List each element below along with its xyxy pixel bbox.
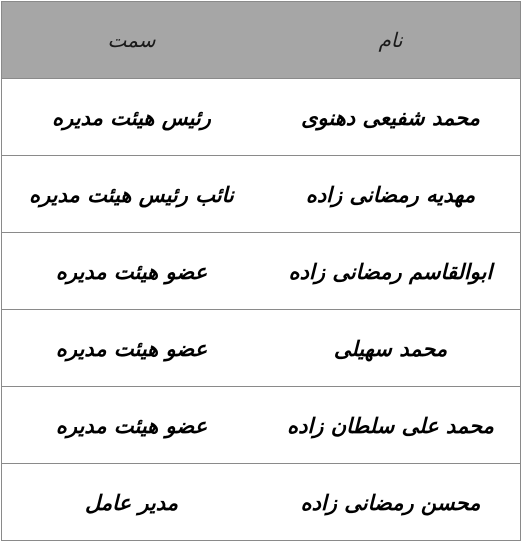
table-header-row — [2, 2, 520, 79]
member-position: مدیر عامل — [84, 490, 179, 515]
member-name: محمد علی سلطان زاده — [287, 412, 494, 438]
member-position: عضو هیئت مدیره — [55, 412, 208, 438]
table-row — [2, 464, 520, 541]
member-name: ابوالقاسم رمضانی زاده — [288, 258, 493, 284]
table-row — [2, 387, 520, 464]
member-name: محمد سهیلی — [333, 335, 448, 361]
member-position: عضو هیئت مدیره — [55, 335, 208, 361]
table-row — [2, 233, 520, 310]
table-row — [2, 79, 520, 156]
member-name: محسن رمضانی زاده — [300, 490, 481, 515]
board-members-table — [1, 1, 521, 541]
member-name: محمد شفیعی دهنوی — [301, 104, 480, 130]
member-position: نائب رئیس هیئت مدیره — [29, 181, 234, 207]
header-name: نام — [378, 28, 403, 52]
table-row — [2, 156, 520, 233]
table-row — [2, 310, 520, 387]
member-position: رئیس هیئت مدیره — [52, 104, 211, 130]
member-name: مهدیه رمضانی زاده — [305, 181, 476, 207]
member-position: عضو هیئت مدیره — [55, 258, 208, 284]
header-position: سمت — [107, 28, 156, 52]
